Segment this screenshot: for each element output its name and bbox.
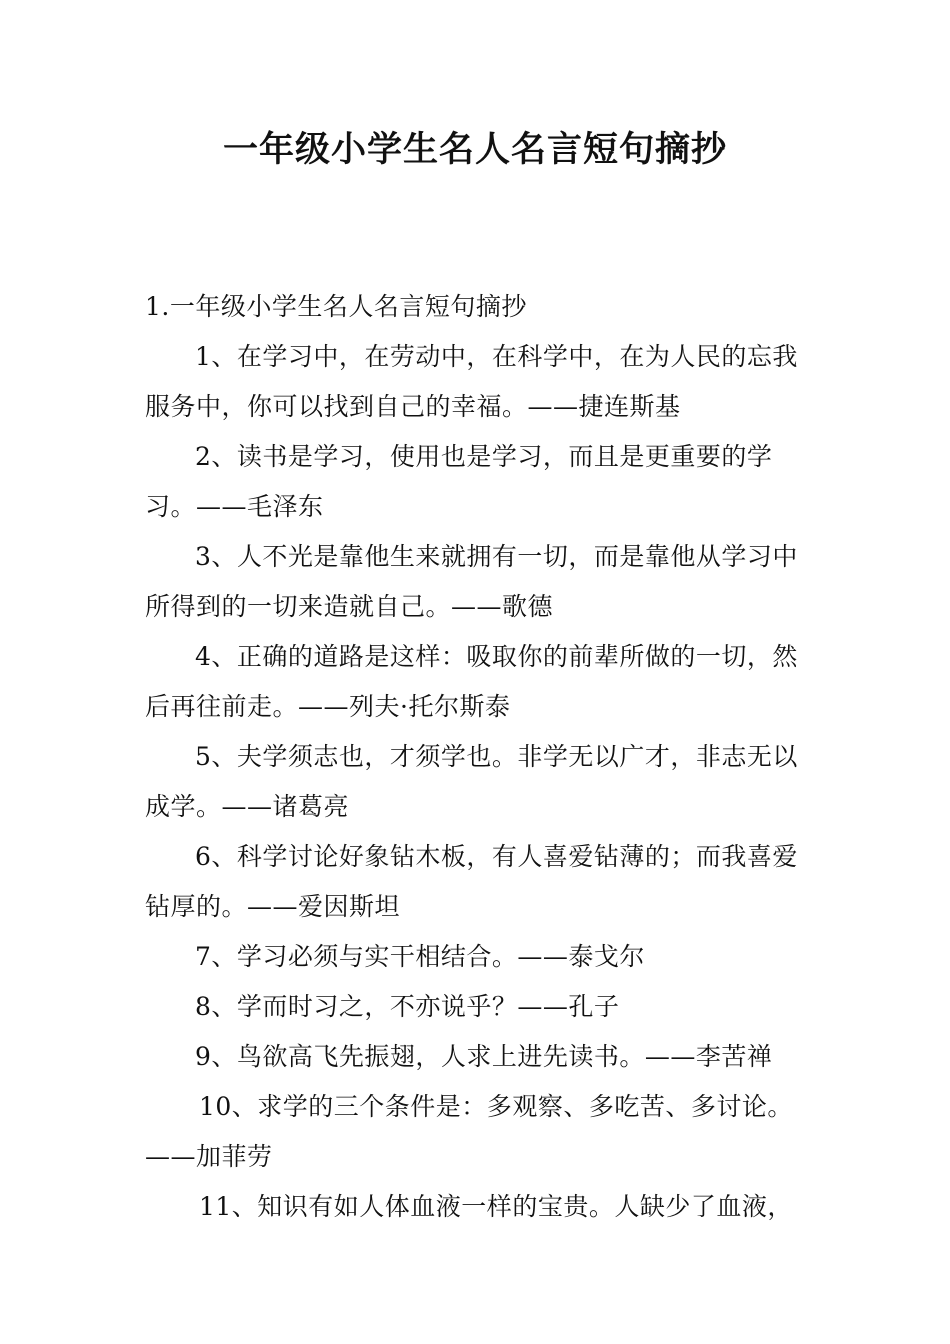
quote-paragraph: 8、学而时习之，不亦说乎？——孔子 xyxy=(195,992,620,1021)
quote-paragraph: 3、人不光是靠他生来就拥有一切，而是靠他从学习中所得到的一切来造就自己。——歌德 xyxy=(145,542,798,621)
quote-paragraph: 6、科学讨论好象钻木板，有人喜爱钻薄的；而我喜爱钻厚的。——爱因斯坦 xyxy=(145,842,798,921)
quote-paragraph: 5、夫学须志也，才须学也。非学无以广才，非志无以成学。——诸葛亮 xyxy=(145,742,798,821)
quote-paragraph: 4、正确的道路是这样：吸取你的前辈所做的一切，然后再往前走。——列夫·托尔斯泰 xyxy=(145,642,798,721)
quote-paragraph: 1、在学习中，在劳动中，在科学中，在为人民的忘我服务中，你可以找到自己的幸福。——捷连斯基 xyxy=(145,342,798,421)
quote-paragraph: 10、求学的三个条件是：多观察、多吃苦、多讨论。——加菲劳 xyxy=(145,1092,793,1171)
document-title: 一年级小学生名人名言短句摘抄 xyxy=(222,130,727,170)
quote-paragraph: 2、读书是学习，使用也是学习，而且是更重要的学习。——毛泽东 xyxy=(145,442,773,521)
document-body xyxy=(145,282,815,1232)
quote-paragraph: 11、知识有如人体血液一样的宝贵。人缺少了血液， xyxy=(199,1192,793,1221)
section-heading: 1.一年级小学生名人名言短句摘抄 xyxy=(145,292,527,321)
quote-paragraph: 7、学习必须与实干相结合。——泰戈尔 xyxy=(195,942,645,971)
quote-paragraph: 9、鸟欲高飞先振翅，人求上进先读书。——李苦禅 xyxy=(195,1042,773,1071)
